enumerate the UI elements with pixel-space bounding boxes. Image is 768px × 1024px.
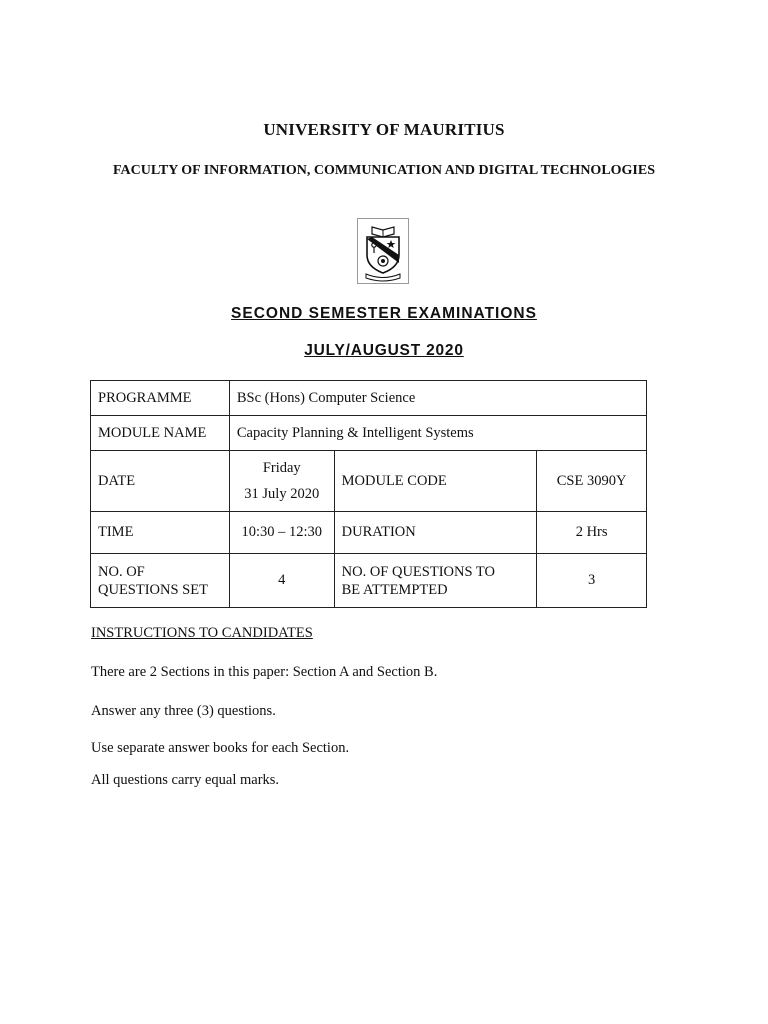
module-code-label: MODULE CODE (334, 451, 537, 512)
instruction-item: Answer any three (3) questions. (91, 703, 276, 719)
date-label: DATE (91, 451, 230, 512)
instructions-heading: INSTRUCTIONS TO CANDIDATES (91, 625, 313, 641)
table-row (91, 381, 647, 416)
time-label: TIME (91, 512, 230, 554)
exam-details-table (90, 380, 647, 608)
duration-label: DURATION (334, 512, 537, 554)
table-row (91, 512, 647, 554)
module-code-value: CSE 3090Y (537, 451, 647, 512)
date-value: 31 July 2020 (244, 486, 320, 502)
date-day: Friday (262, 460, 301, 476)
instruction-item: Use separate answer books for each Section. (91, 740, 350, 756)
university-name: UNIVERSITY OF MAURITIUS (263, 120, 505, 139)
questions-set-label-line1: NO. OF (98, 563, 145, 580)
programme-label: PROGRAMME (91, 381, 230, 416)
questions-attempt-label-line2: BE ATTEMPTED (341, 581, 448, 598)
questions-set-label-line2: QUESTIONS SET (98, 581, 208, 598)
university-crest-icon (357, 218, 409, 284)
time-value: 10:30 – 12:30 (229, 512, 334, 554)
date-cell (229, 451, 334, 512)
programme-value: BSc (Hons) Computer Science (229, 381, 646, 416)
table-row (91, 451, 647, 512)
table-row (91, 554, 647, 608)
faculty-name: FACULTY OF INFORMATION, COMMUNICATION AND DIGITAL TECHNOLOGIES (112, 163, 656, 178)
instruction-item: There are 2 Sections in this paper: Section A and Section B. (91, 664, 438, 680)
instruction-item: All questions carry equal marks. (91, 772, 280, 788)
module-name-value: Capacity Planning & Intelligent Systems (229, 416, 646, 451)
module-name-label: MODULE NAME (91, 416, 230, 451)
questions-attempt-value: 3 (537, 554, 647, 608)
exam-period: JULY/AUGUST 2020 (304, 342, 464, 359)
questions-set-label (91, 554, 230, 608)
exam-title: SECOND SEMESTER EXAMINATIONS (231, 305, 537, 322)
table-row (91, 416, 647, 451)
questions-attempt-label-line1: NO. OF QUESTIONS TO (341, 563, 495, 580)
duration-value: 2 Hrs (537, 512, 647, 554)
questions-attempt-label (334, 554, 537, 608)
questions-set-value: 4 (229, 554, 334, 608)
